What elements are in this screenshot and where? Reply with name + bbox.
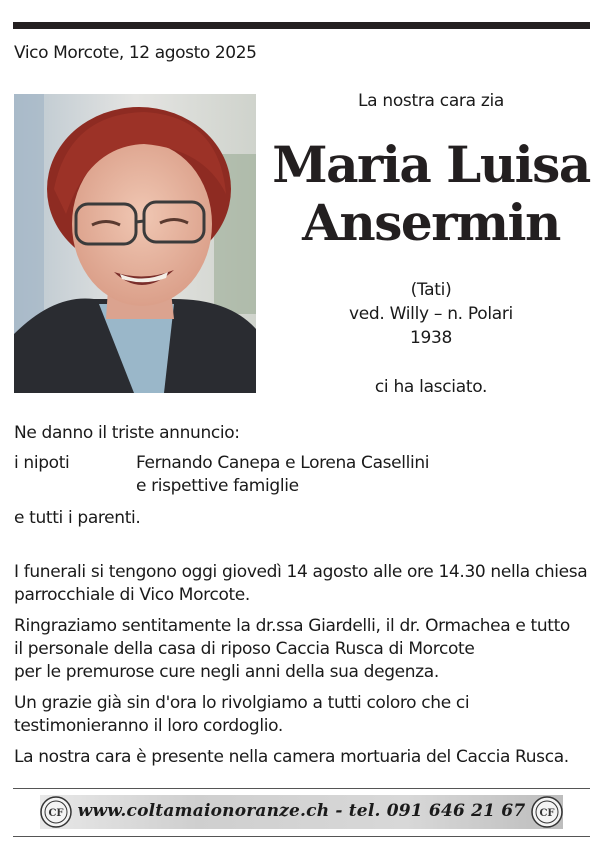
name-line-1: Maria Luisa [272,135,590,194]
mourners-others: e tutti i parenti. [14,508,141,528]
mourners-names-line-1: Fernando Canepa e Lorena Casellini [136,453,430,473]
funeral-line-1: I funerali si tengono oggi giovedì 14 agosto alle ore 14.30 nella chiesa [14,562,588,582]
thanks-line-3: per le premurose cure negli anni della sua degenza. [14,662,439,682]
funeral-home-logo-icon [531,796,563,828]
marital-status: ved. Willy – n. Polari [349,304,513,324]
presence-text: La nostra cara è presente nella camera mortuaria del Caccia Rusca. [14,747,569,767]
footer-rule-bottom [13,836,590,837]
intro-text: La nostra cara zia [357,91,505,111]
funeral-line-2: parrocchiale di Vico Morcote. [14,585,250,605]
top-rule [13,22,590,29]
nickname: (Tati) [410,280,452,300]
mourners-names-line-2: e rispettive famiglie [136,476,299,496]
thanks-line-1: Ringraziamo sentitamente la dr.ssa Giardelli, il dr. Ormachea e tutto [14,616,570,636]
thanks-line-2: il personale della casa di riposo Caccia Rusca di Morcote [14,639,475,659]
svg-text:CF: CF [48,808,64,819]
passed-text: ci ha lasciato. [374,377,488,397]
deceased-name [262,136,600,252]
mourners-group-label: i nipoti [14,453,70,473]
footer-band [40,795,563,829]
svg-text:CF: CF [539,808,555,819]
grazie-line-1: Un grazie già sin d'ora lo rivolgiamo a tutti coloro che ci [14,693,470,713]
footer-rule-top [13,788,590,789]
place-date: Vico Morcote, 12 agosto 2025 [14,43,257,63]
grazie-line-2: testimonieranno il loro cordoglio. [14,716,283,736]
footer-contact: www.coltamaionoranze.ch - tel. 091 646 21 67 [77,801,526,821]
mourners-heading: Ne danno il triste annuncio: [14,423,240,443]
birth-year: 1938 [409,328,453,348]
funeral-home-logo-icon [40,796,72,828]
portrait-photo [14,94,256,393]
name-line-2: Ansermin [302,193,560,252]
